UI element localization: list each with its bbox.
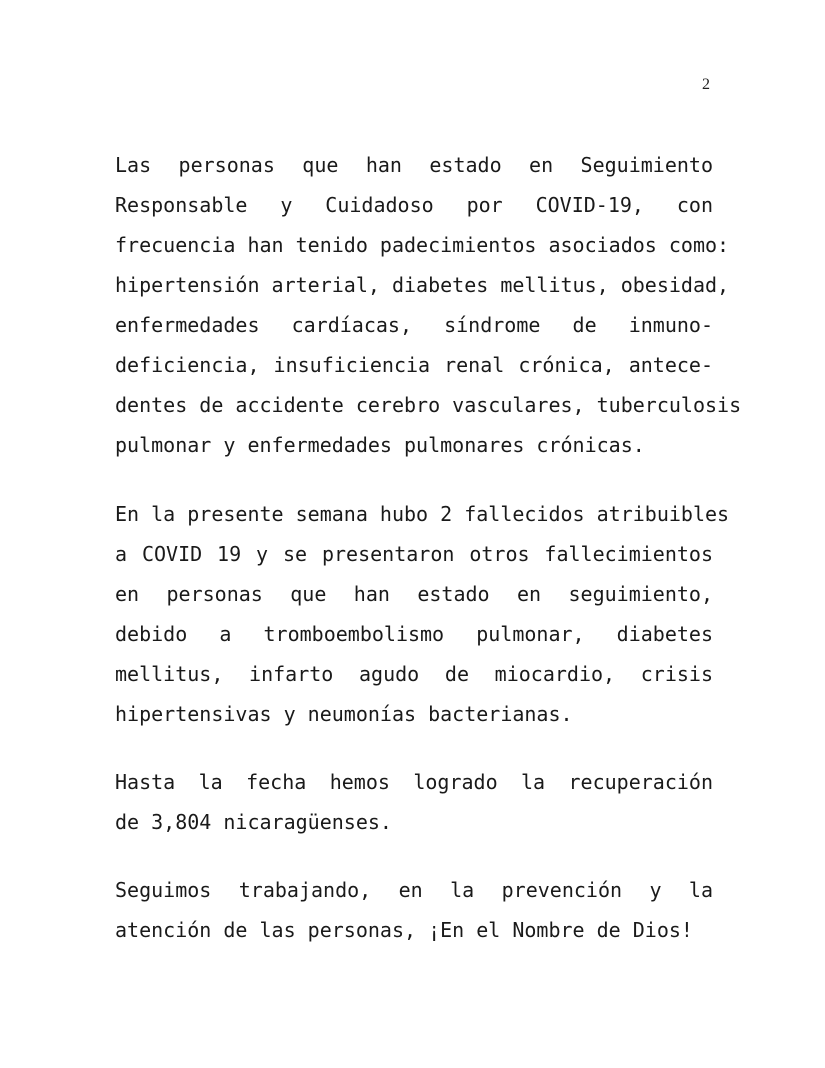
- page-number: 2: [702, 76, 710, 93]
- text-line: Las personas que han estado en Seguimiento: [115, 153, 713, 177]
- text-line: Seguimos trabajando, en la prevención y la: [115, 878, 713, 902]
- text-line: de 3,804 nicaragüenses.: [115, 810, 392, 834]
- text-line: atención de las personas, ¡En el Nombre de Dios!: [115, 918, 693, 942]
- paragraph-recoveries: [115, 762, 713, 842]
- text-line: en personas que han estado en seguimiento,: [115, 582, 713, 606]
- text-line: Hasta la fecha hemos logrado la recuperación: [115, 770, 713, 794]
- text-line: frecuencia han tenido padecimientos asociados como:: [115, 233, 730, 257]
- text-line: pulmonar y enfermedades pulmonares crónicas.: [115, 433, 645, 457]
- paragraph-closing: [115, 870, 713, 950]
- text-line: En la presente semana hubo 2 fallecidos atribuibles: [115, 502, 730, 526]
- text-line: enfermedades cardíacas, síndrome de inmuno-: [115, 313, 713, 337]
- text-line: mellitus, infarto agudo de miocardio, crisis: [115, 662, 713, 686]
- text-line: Responsable y Cuidadoso por COVID-19, con: [115, 193, 713, 217]
- text-line: deficiencia, insuficiencia renal crónica, antece-: [115, 353, 713, 377]
- text-line: dentes de accidente cerebro vasculares, tuberculosis: [115, 393, 742, 417]
- paragraph-comorbidities: [115, 145, 742, 465]
- text-line: hipertensión arterial, diabetes mellitus, obesidad,: [115, 273, 730, 297]
- text-line: hipertensivas y neumonías bacterianas.: [115, 702, 573, 726]
- text-line: a COVID 19 y se presentaron otros fallecimientos: [115, 542, 713, 566]
- text-line: debido a tromboembolismo pulmonar, diabetes: [115, 622, 713, 646]
- paragraph-deaths: [115, 494, 730, 734]
